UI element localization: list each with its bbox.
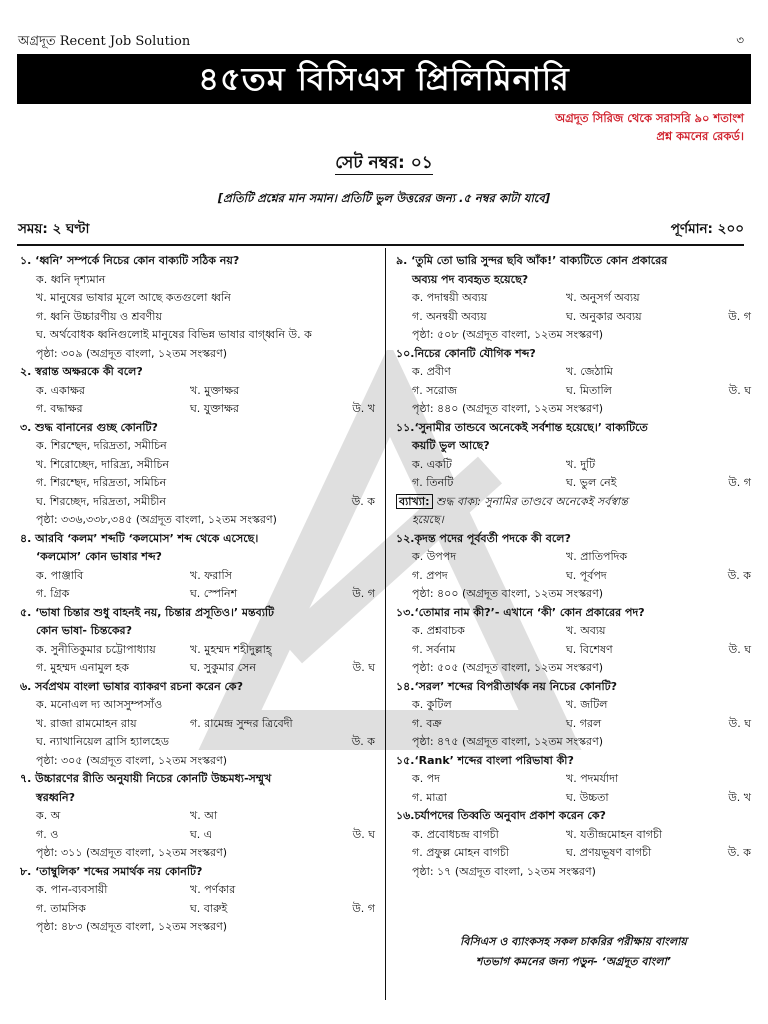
question-title: ১৪.‘সরল’ শব্দের বিপরীতার্থক নয় নিচের কোনটি?	[396, 679, 617, 693]
answer: উ. ক	[351, 494, 375, 508]
column-divider	[385, 248, 386, 1000]
option: ক. পান-ব্যবসায়ী	[36, 883, 108, 896]
option-row	[20, 382, 375, 401]
option: ক. পাঞ্জাবি	[36, 568, 84, 582]
option: ঘ. প্রণয়ভূষণ বাগচী	[566, 846, 652, 859]
page-reference: পৃষ্ঠা: ৪৪০ (অগ্রদূত বাংলা, ১২তম সংস্করণ)	[412, 402, 604, 415]
option: ঘ. ন্যাথানিয়েল ব্রাসি হ্যালহেড	[36, 735, 169, 748]
answer: উ. ঘ	[352, 827, 375, 841]
time-limit: সময়: ২ ঘণ্টা	[18, 221, 90, 237]
question-title: ১১.‘সুনামীর তান্ডবে অনেকেই সর্বশান্ত হয়েছে।’ বাক্যটিতে	[396, 420, 648, 434]
option: গ. ধ্বনি উচ্চারণীয় ও শ্রবণীয়	[36, 309, 162, 323]
option: খ. অনুসর্গ অব্যয়	[566, 291, 640, 304]
option: গ. গ্রিক	[36, 587, 70, 600]
promo-line: শতভাগ কমনের জন্য পড়ুন- ‘অগ্রদূত বাংলা’	[476, 955, 671, 968]
option: খ. ফরাসি	[190, 568, 232, 582]
option-row	[396, 548, 751, 567]
option: ঘ. এ	[190, 827, 213, 841]
question-title: ৪. আরবি ‘কলম’ শব্দটি ‘কলমোস’ শব্দ থেকে এসেছে।	[20, 531, 259, 545]
option: ঘ. উচ্চতা	[566, 790, 609, 804]
answer: উ. ঘ	[728, 383, 751, 397]
option: গ. ও	[36, 827, 59, 841]
option: ক. একটি	[412, 457, 452, 471]
answer: উ. ঘ	[352, 661, 375, 674]
question-title: অব্যয় পদ ব্যবহৃত হয়েছে?	[412, 272, 529, 286]
right-column	[396, 252, 751, 881]
header-divider	[17, 244, 744, 246]
option: ক. কুটিল	[412, 698, 452, 711]
option-row	[20, 585, 375, 604]
answer: উ. ঘ	[728, 642, 751, 656]
answer: উ. গ	[352, 901, 375, 915]
option-row	[20, 715, 375, 734]
option: গ. প্রফুল্ল মোহন বাগচী	[412, 846, 509, 859]
option: খ. পদমর্যাদা	[566, 772, 619, 785]
option: ঘ. মিতালি	[566, 383, 612, 397]
answer: উ. ঘ	[728, 716, 751, 730]
option-row	[396, 308, 751, 327]
answer: উ. খ	[352, 402, 375, 415]
page-reference: পৃষ্ঠা: ৩০৫ (অগ্রদূত বাংলা, ১২তম সংস্করণ)	[36, 753, 228, 767]
option: ক. সুনীতিকুমার চট্টোপাধ্যায়	[36, 642, 156, 656]
option-row	[20, 659, 375, 678]
option: ঘ. সুকুমার সেন	[190, 661, 256, 674]
option: গ. সর্বনাম	[412, 642, 456, 656]
option: ঘ. গরল	[566, 716, 602, 730]
question-title: ১২.কৃদন্ত পদের পূর্ববর্তী পদকে কী বলে?	[396, 531, 571, 545]
option: গ. মাত্রা	[412, 790, 447, 804]
option: ঘ. যুক্তাক্ষর	[190, 402, 239, 415]
answer: উ. ক	[351, 735, 375, 748]
option: ক. অ	[36, 809, 61, 822]
option-row	[20, 400, 375, 419]
option: খ. পর্ণকার	[190, 883, 236, 896]
option: ঘ. পূর্বপদ	[566, 568, 607, 582]
question-title: ১৩.‘তোমার নাম কী?’- এখানে ‘কী’ কোন প্রকারের পদ?	[396, 605, 645, 619]
set-number: সেট নম্বর: ০১	[335, 153, 433, 173]
marking-notice: [প্রতিটি প্রশ্নের মান সমান। প্রতিটি ভুল উত্তরের জন্য .৫ নম্বর কাটা যাবে]	[217, 191, 551, 205]
page-reference: পৃষ্ঠা: ৪৭৫ (অগ্রদূত বাংলা, ১২তম সংস্করণ)	[412, 735, 604, 748]
question-title: ৯. ‘তুমি তো ভারি সুন্দর ছবি আঁক!’ বাক্যটিতে কোন প্রকারের	[396, 254, 668, 267]
option: ক. প্রবোধচন্দ্র বাগচী	[412, 827, 499, 841]
option: গ. তিনটি	[412, 476, 454, 489]
option-row	[396, 826, 751, 845]
answer: উ. গ	[352, 587, 375, 600]
page-reference: পৃষ্ঠা: ১৭ (অগ্রদূত বাংলা, ১২তম সংস্করণ)	[412, 864, 596, 878]
exam-title-banner: ৪৫তম বিসিএস প্রিলিমিনারি	[17, 54, 751, 104]
option: খ. অব্যয়	[566, 624, 606, 637]
question-title: ‘কলমোস’ কোন ভাষার শব্দ?	[36, 550, 162, 563]
option: ক. প্রবীণ	[412, 365, 451, 378]
option-row	[396, 474, 751, 493]
option: গ. বক্র	[412, 716, 442, 730]
option-row	[20, 641, 375, 660]
page-reference: পৃষ্ঠা: ৩১১ (অগ্রদূত বাংলা, ১২তম সংস্করণ)	[36, 846, 228, 859]
explanation-tag: ব্যাখ্যা:	[396, 494, 433, 509]
explanation	[396, 493, 751, 512]
answer: উ. ক	[727, 846, 751, 859]
option: গ. বদ্ধাক্ষর	[36, 402, 83, 415]
option-row	[396, 289, 751, 308]
explanation-text: হয়েছে।	[412, 513, 444, 526]
option-row	[396, 715, 751, 734]
option-row	[20, 900, 375, 919]
option: ঘ. অর্থবোধক ধ্বনিগুলোই মানুষের বিভিন্ন ভাষার বাগ্‌ধ্বনি উ. ক	[36, 328, 312, 341]
page-reference: পৃষ্ঠা: ৩৩৬,৩৩৮,৩৪৫ (অগ্রদূত বাংলা, ১২তম সংস্করণ)	[36, 513, 277, 526]
question-title: কোন ভাষা- চিন্তকের?	[36, 624, 132, 637]
question-title: ১০.নিচের কোনটি যৌগিক শব্দ?	[396, 346, 536, 360]
page-header	[18, 32, 744, 50]
question-title: ৩. শুদ্ধ বানানের গুচ্ছ কোনটি?	[20, 420, 158, 434]
option: ঘ. বিশেষণ	[566, 642, 613, 656]
option: ক. মনোএল দ্য আসসুম্পসাঁও	[36, 698, 163, 711]
question-title: ৫. ‘ভাষা চিন্তার শুধু বাহনই নয়, চিন্তার প্রসূতিও।’ মন্তব্যটি	[20, 605, 275, 619]
option: খ. মুহম্মদ শহীদুল্লাহ্‌	[190, 642, 272, 656]
option-row	[20, 881, 375, 900]
record-line-2: প্রশ্ন কমনের রেকর্ড।	[656, 129, 744, 143]
answer: উ. গ	[728, 309, 751, 323]
brand-text: অগ্রদূত Recent Job Solution	[18, 34, 191, 49]
question-title: ২. স্বরান্ত অক্ষরকে কী বলে?	[20, 365, 143, 378]
answer: উ. ক	[727, 568, 751, 582]
option-row	[396, 622, 751, 641]
option: ঘ. স্পেনিশ	[190, 587, 238, 600]
page-reference: পৃষ্ঠা: ৪৮৩ (অগ্রদূত বাংলা, ১২তম সংস্করণ)	[36, 920, 228, 933]
option: খ. মুক্তাক্ষর	[190, 383, 240, 397]
option-row	[396, 770, 751, 789]
promo-footer	[396, 932, 751, 972]
page-number: ৩	[736, 33, 744, 47]
question-title: ১৫.‘Rank’ শব্দের বাংলা পরিভাষা কী?	[396, 753, 574, 767]
option: ঘ. বারুই	[190, 901, 228, 915]
option: খ. মানুষের ভাষার মূলে আছে কতগুলো ধ্বনি	[36, 291, 231, 304]
option-row	[396, 844, 751, 863]
option-row	[396, 456, 751, 475]
question-title: স্বরধ্বনি?	[36, 790, 75, 804]
option-row	[20, 807, 375, 826]
page-reference: পৃষ্ঠা: ৩০৯ (অগ্রদূত বাংলা, ১২তম সংস্করণ)	[36, 346, 228, 360]
answer: উ. গ	[728, 476, 751, 489]
option: গ. প্রপদ	[412, 568, 448, 582]
option: খ. রাজা রামমোহন রায়	[36, 716, 137, 730]
question-title: ৬. সর্বপ্রথম বাংলা ভাষার ব্যাকরণ রচনা করেন কে?	[20, 679, 244, 693]
question-title: ১৬.চর্যাপদের তিব্বতি অনুবাদ প্রকাশ করেন কে?	[396, 809, 606, 822]
option-row	[396, 363, 751, 382]
page-reference: পৃষ্ঠা: ৫০৫ (অগ্রদূত বাংলা, ১২তম সংস্করণ)	[412, 661, 604, 674]
answer: উ. খ	[728, 790, 751, 804]
option: ঘ. শিরচ্ছেদ, দরিদ্রতা, সমীচীন	[36, 494, 166, 508]
option: ঘ. ভুল নেই	[566, 476, 617, 489]
option: ক. শিরশ্ছেদ, দরিদ্রতা, সমীচিন	[36, 439, 167, 452]
record-line-1: অগ্রদূত সিরিজ থেকে সরাসরি ৯০ শতাংশ	[555, 111, 744, 125]
option: ক. পদ	[412, 772, 440, 785]
option-row	[20, 733, 375, 752]
option: গ. শিরশ্ছেদ, দরিদ্রতা, সমিচিন	[36, 476, 167, 489]
option: ক. পদান্বয়ী অব্যয়	[412, 291, 488, 304]
option: খ. প্রাতিপদিক	[566, 550, 628, 563]
question-title: ৮. ‘তাম্বুলিক’ শব্দের সমার্থক নয় কোনটি?	[20, 864, 203, 878]
option: গ. রামেন্দ্র সুন্দর ত্রিবেদী	[190, 716, 293, 730]
option: ক. একাক্ষর	[36, 383, 85, 397]
page-reference: পৃষ্ঠা: ৪০০ (অগ্রদূত বাংলা, ১২তম সংস্করণ)	[412, 587, 604, 600]
option: খ. দুটি	[566, 457, 596, 471]
question-title: ৭. উচ্চারণের রীতি অনুযায়ী নিচের কোনটি উচ্চমধ্য-সম্মুখ	[20, 772, 272, 785]
option-row	[396, 789, 751, 808]
option: গ. সরোজ	[412, 383, 457, 397]
left-column	[20, 252, 375, 937]
option: গ. তামসিক	[36, 901, 86, 915]
option: খ. শিরোচ্ছেদ, দারিদ্র্য, সমীচিন	[36, 457, 169, 471]
option: ঘ. অনুকার অব্যয়	[566, 309, 642, 323]
option-row	[396, 641, 751, 660]
question-title: কয়টি ভুল আছে?	[412, 439, 490, 452]
promo-line: বিসিএস ও ব্যাংকসহ সকল চাকরির পরীক্ষায় বাংলায়	[460, 935, 687, 948]
option-row	[20, 826, 375, 845]
option-row	[396, 696, 751, 715]
explanation-text: শুদ্ধ বাক্য: সুনামির তাণ্ডবে অনেকেই সর্বস্বান্ত	[436, 494, 628, 508]
option-row	[20, 493, 375, 512]
option: খ. আ	[190, 809, 218, 822]
option: ক. প্রশ্নবাচক	[412, 624, 465, 637]
option: খ. জটিল	[566, 698, 608, 711]
option: গ. অনন্বয়ী অব্যয়	[412, 309, 487, 323]
option: ক. ধ্বনি দৃশ্যমান	[36, 272, 106, 286]
option-row	[20, 567, 375, 586]
question-title: ১. ‘ধ্বনি’ সম্পর্কে নিচের কোন বাক্যটি সঠিক নয়?	[20, 254, 240, 267]
option: খ. জেঠামি	[566, 365, 613, 378]
option: গ. মুহম্মদ এনামুল হক	[36, 661, 129, 674]
option-row	[396, 382, 751, 401]
full-marks: পূর্ণমান: ২০০	[670, 221, 744, 237]
option-row	[396, 567, 751, 586]
option: ক. উপপদ	[412, 550, 456, 563]
page-reference: পৃষ্ঠা: ৫০৮ (অগ্রদূত বাংলা, ১২তম সংস্করণ)	[412, 328, 604, 341]
option: খ. যতীন্দ্রমোহন বাগচী	[566, 827, 663, 841]
